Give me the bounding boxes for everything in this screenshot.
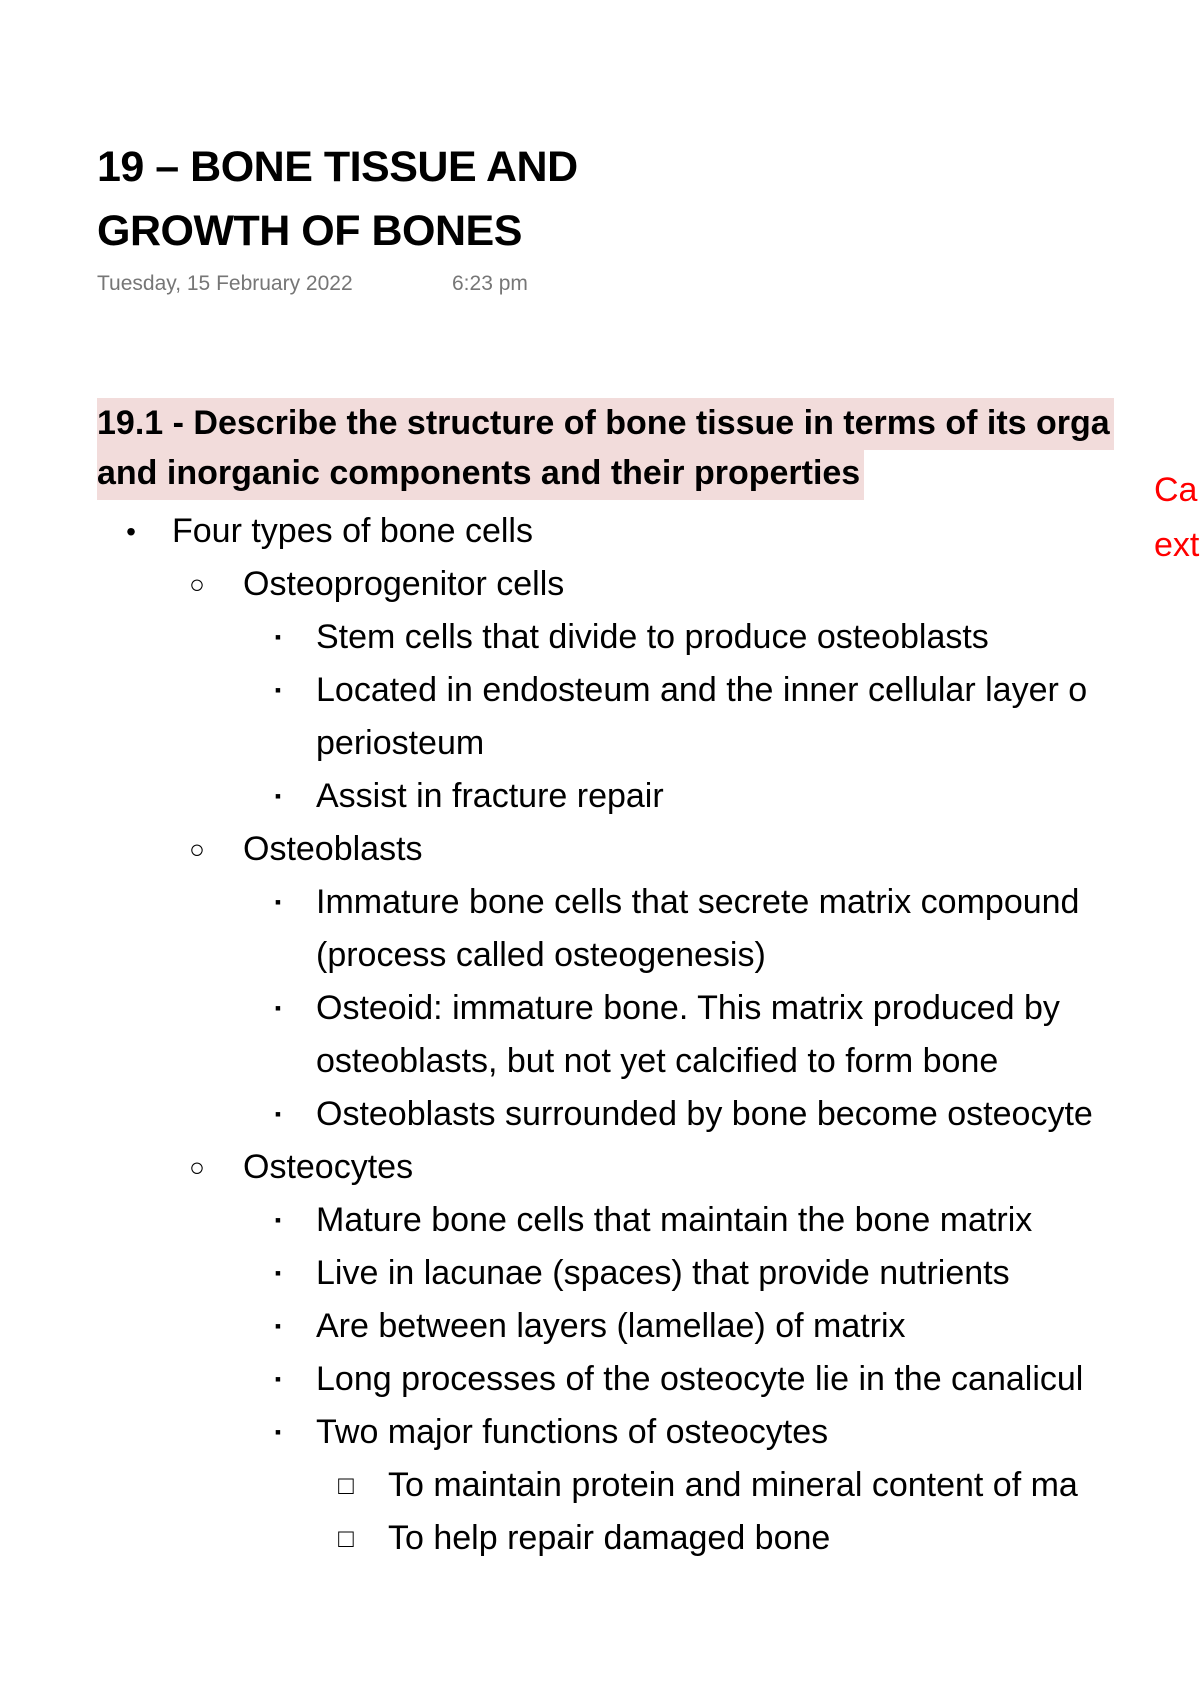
list-item-text: osteoblasts, but not yet calcified to form bone <box>316 1042 999 1080</box>
square-bullet-icon: ▪ <box>274 892 282 912</box>
list-item-text: Osteoblasts <box>243 830 423 868</box>
circle-bullet-icon: ○ <box>189 1152 205 1182</box>
list-item[interactable] <box>0 558 1200 611</box>
list-item-continuation[interactable] <box>0 1035 1200 1088</box>
list-item[interactable] <box>0 823 1200 876</box>
section-heading-line-1: 19.1 - Describe the structure of bone tissue in terms of its orga <box>97 398 1114 450</box>
side-note-line-2: ext <box>1154 526 1200 564</box>
square-bullet-icon: ▪ <box>274 1369 282 1389</box>
disc-bullet-icon: • <box>126 516 136 547</box>
list-item[interactable] <box>0 1512 1200 1565</box>
list-item[interactable] <box>0 1194 1200 1247</box>
checkbox-bullet-icon: □ <box>338 1523 354 1553</box>
list-item-text: (process called osteogenesis) <box>316 936 766 974</box>
list-item[interactable] <box>0 1247 1200 1300</box>
side-note-line-1: Ca <box>1154 471 1198 509</box>
list-item[interactable] <box>0 1353 1200 1406</box>
circle-bullet-icon: ○ <box>189 834 205 864</box>
list-item[interactable] <box>0 876 1200 929</box>
list-item-continuation[interactable] <box>0 929 1200 982</box>
list-item-text: Osteoprogenitor cells <box>243 565 565 603</box>
page-cutoff-mask <box>0 1568 1200 1698</box>
square-bullet-icon: ▪ <box>274 998 282 1018</box>
list-item-text: Stem cells that divide to produce osteoblasts <box>316 618 989 656</box>
square-bullet-icon: ▪ <box>274 1104 282 1124</box>
list-item-text: Osteoid: immature bone. This matrix produced by <box>316 989 1060 1027</box>
list-item-text: Two major functions of osteocytes <box>316 1413 829 1451</box>
list-item-text: Live in lacunae (spaces) that provide nutrients <box>316 1254 1010 1292</box>
list-item-text: Are between layers (lamellae) of matrix <box>316 1307 906 1345</box>
page-title-line-1: 19 – BONE TISSUE AND <box>97 143 578 191</box>
list-item[interactable] <box>0 770 1200 823</box>
square-bullet-icon: ▪ <box>274 1263 282 1283</box>
list-item[interactable] <box>0 505 1200 558</box>
list-item-text: Long processes of the osteocyte lie in the canalicul <box>316 1360 1084 1398</box>
list-item[interactable] <box>0 664 1200 717</box>
page-title[interactable] <box>97 135 697 263</box>
page-title-line-2: GROWTH OF BONES <box>97 207 522 255</box>
note-time: 6:23 pm <box>452 272 528 295</box>
note-date: Tuesday, 15 February 2022 <box>97 272 353 295</box>
list-item-text: Osteocytes <box>243 1148 414 1186</box>
circle-bullet-icon: ○ <box>189 569 205 599</box>
list-item-text: Four types of bone cells <box>172 512 533 550</box>
list-item-text: Assist in fracture repair <box>316 777 664 815</box>
square-bullet-icon: ▪ <box>274 1422 282 1442</box>
list-item-text: Mature bone cells that maintain the bone matrix <box>316 1201 1033 1239</box>
list-item-text: Osteoblasts surrounded by bone become osteocyte <box>316 1095 1093 1133</box>
square-bullet-icon: ▪ <box>274 680 282 700</box>
list-item-text: Located in endosteum and the inner cellular layer o <box>316 671 1088 709</box>
list-item[interactable] <box>0 982 1200 1035</box>
list-item-text: periosteum <box>316 724 485 762</box>
list-item-continuation[interactable] <box>0 717 1200 770</box>
list-item[interactable] <box>0 1406 1200 1459</box>
list-item[interactable] <box>0 1459 1200 1512</box>
square-bullet-icon: ▪ <box>274 786 282 806</box>
square-bullet-icon: ▪ <box>274 1316 282 1336</box>
checkbox-bullet-icon: □ <box>338 1470 354 1500</box>
list-item-text: To maintain protein and mineral content of ma <box>388 1466 1078 1504</box>
section-heading-line-2: and inorganic components and their properties <box>97 448 864 500</box>
list-item[interactable] <box>0 1300 1200 1353</box>
list-item[interactable] <box>0 1088 1200 1141</box>
square-bullet-icon: ▪ <box>274 1210 282 1230</box>
square-bullet-icon: ▪ <box>274 627 282 647</box>
list-item-text: To help repair damaged bone <box>388 1519 831 1557</box>
list-item-text: Immature bone cells that secrete matrix compound <box>316 883 1080 921</box>
section-heading[interactable] <box>97 398 1114 498</box>
list-item[interactable] <box>0 611 1200 664</box>
list-item[interactable] <box>0 1141 1200 1194</box>
